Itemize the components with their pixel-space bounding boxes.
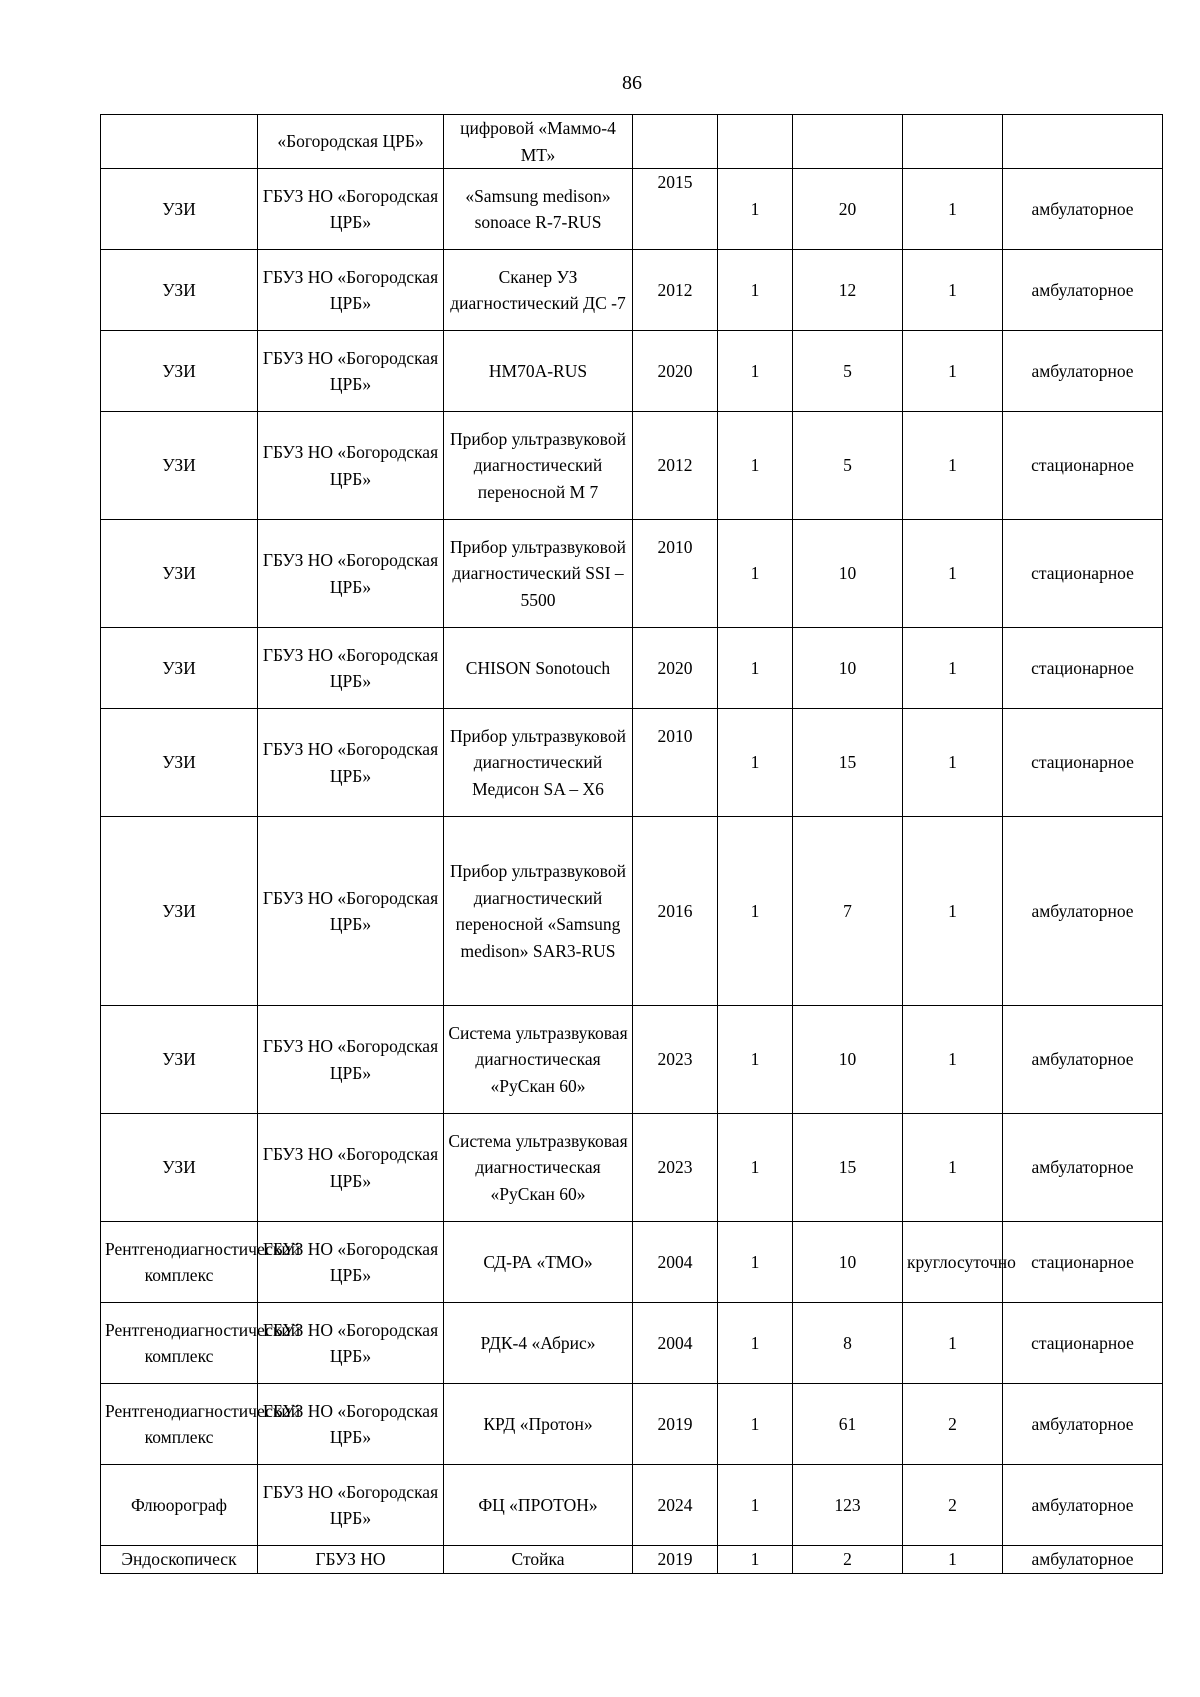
cell-condition: амбулаторное bbox=[1003, 250, 1163, 331]
cell-load: 10 bbox=[793, 520, 903, 628]
cell-condition: амбулаторное bbox=[1003, 1114, 1163, 1222]
cell-condition: стационарное bbox=[1003, 520, 1163, 628]
cell-shifts: 2 bbox=[903, 1465, 1003, 1546]
cell-year: 2020 bbox=[633, 628, 718, 709]
cell-organization: ГБУЗ НО «Богородская ЦРБ» bbox=[258, 169, 444, 250]
cell-quantity: 1 bbox=[718, 331, 793, 412]
cell-model: Прибор ультразвуковой диагностический Медисон SA – X6 bbox=[444, 709, 633, 817]
cell-model: Стойка bbox=[444, 1546, 633, 1574]
cell-quantity: 1 bbox=[718, 1546, 793, 1574]
cell-organization: ГБУЗ НО «Богородская ЦРБ» bbox=[258, 1384, 444, 1465]
cell-year: 2012 bbox=[633, 412, 718, 520]
cell-shifts: 1 bbox=[903, 520, 1003, 628]
cell-condition: амбулаторное bbox=[1003, 1006, 1163, 1114]
cell-shifts bbox=[903, 115, 1003, 169]
cell-equipment-type: УЗИ bbox=[101, 628, 258, 709]
cell-shifts: 1 bbox=[903, 250, 1003, 331]
cell-organization: ГБУЗ НО «Богородская ЦРБ» bbox=[258, 817, 444, 1006]
cell-shifts: 1 bbox=[903, 628, 1003, 709]
cell-load: 123 bbox=[793, 1465, 903, 1546]
table-row bbox=[101, 628, 1163, 709]
cell-condition: стационарное bbox=[1003, 1303, 1163, 1384]
cell-condition: стационарное bbox=[1003, 1222, 1163, 1303]
cell-organization: ГБУЗ НО «Богородская ЦРБ» bbox=[258, 1114, 444, 1222]
cell-quantity: 1 bbox=[718, 1222, 793, 1303]
cell-load: 2 bbox=[793, 1546, 903, 1574]
cell-model: цифровой «Маммо-4 МТ» bbox=[444, 115, 633, 169]
cell-equipment-type: Рентгенодиагностический комплекс bbox=[101, 1303, 258, 1384]
table-row bbox=[101, 1465, 1163, 1546]
cell-model: CHISON Sonotouch bbox=[444, 628, 633, 709]
cell-model: Прибор ультразвуковой диагностический SSI – 5500 bbox=[444, 520, 633, 628]
cell-year: 2010 bbox=[633, 520, 718, 628]
cell-load: 5 bbox=[793, 331, 903, 412]
cell-model: Прибор ультразвуковой диагностический переносной М 7 bbox=[444, 412, 633, 520]
cell-equipment-type: Эндоскопическ bbox=[101, 1546, 258, 1574]
cell-load: 10 bbox=[793, 628, 903, 709]
cell-year: 2012 bbox=[633, 250, 718, 331]
cell-equipment-type: Рентгенодиагностический комплекс bbox=[101, 1222, 258, 1303]
cell-quantity: 1 bbox=[718, 1384, 793, 1465]
cell-equipment-type: УЗИ bbox=[101, 709, 258, 817]
table-row bbox=[101, 709, 1163, 817]
cell-equipment-type bbox=[101, 115, 258, 169]
cell-organization: ГБУЗ НО bbox=[258, 1546, 444, 1574]
table-row bbox=[101, 1303, 1163, 1384]
cell-equipment-type: УЗИ bbox=[101, 1006, 258, 1114]
cell-load: 61 bbox=[793, 1384, 903, 1465]
cell-equipment-type: УЗИ bbox=[101, 169, 258, 250]
cell-equipment-type: УЗИ bbox=[101, 1114, 258, 1222]
cell-year: 2015 bbox=[633, 169, 718, 250]
cell-organization: ГБУЗ НО «Богородская ЦРБ» bbox=[258, 520, 444, 628]
cell-quantity: 1 bbox=[718, 412, 793, 520]
cell-quantity: 1 bbox=[718, 169, 793, 250]
cell-model: СД-РА «ТМО» bbox=[444, 1222, 633, 1303]
cell-quantity: 1 bbox=[718, 1006, 793, 1114]
cell-year: 2024 bbox=[633, 1465, 718, 1546]
table-row bbox=[101, 817, 1163, 1006]
cell-quantity bbox=[718, 115, 793, 169]
cell-year: 2016 bbox=[633, 817, 718, 1006]
table-row bbox=[101, 331, 1163, 412]
cell-quantity: 1 bbox=[718, 709, 793, 817]
cell-quantity: 1 bbox=[718, 250, 793, 331]
cell-year: 2004 bbox=[633, 1303, 718, 1384]
page-number: 86 bbox=[622, 72, 642, 94]
cell-organization: «Богородская ЦРБ» bbox=[258, 115, 444, 169]
cell-organization: ГБУЗ НО «Богородская ЦРБ» bbox=[258, 250, 444, 331]
cell-load: 15 bbox=[793, 709, 903, 817]
table-row bbox=[101, 115, 1163, 169]
cell-load: 15 bbox=[793, 1114, 903, 1222]
cell-condition: амбулаторное bbox=[1003, 169, 1163, 250]
cell-equipment-type: УЗИ bbox=[101, 250, 258, 331]
cell-condition: амбулаторное bbox=[1003, 1546, 1163, 1574]
cell-organization: ГБУЗ НО «Богородская ЦРБ» bbox=[258, 1222, 444, 1303]
cell-shifts: 1 bbox=[903, 331, 1003, 412]
cell-shifts: 1 bbox=[903, 1546, 1003, 1574]
cell-year: 2020 bbox=[633, 331, 718, 412]
cell-model: ФЦ «ПРОТОН» bbox=[444, 1465, 633, 1546]
cell-load: 20 bbox=[793, 169, 903, 250]
table-row bbox=[101, 250, 1163, 331]
cell-organization: ГБУЗ НО «Богородская ЦРБ» bbox=[258, 1006, 444, 1114]
cell-shifts: 1 bbox=[903, 412, 1003, 520]
cell-year bbox=[633, 115, 718, 169]
cell-organization: ГБУЗ НО «Богородская ЦРБ» bbox=[258, 628, 444, 709]
cell-model: Система ультразвуковая диагностическая «РуСкан 60» bbox=[444, 1114, 633, 1222]
cell-model: Система ультразвуковая диагностическая «РуСкан 60» bbox=[444, 1006, 633, 1114]
cell-load: 5 bbox=[793, 412, 903, 520]
table-row bbox=[101, 520, 1163, 628]
cell-condition: стационарное bbox=[1003, 709, 1163, 817]
cell-load: 10 bbox=[793, 1006, 903, 1114]
cell-year: 2019 bbox=[633, 1384, 718, 1465]
cell-year: 2023 bbox=[633, 1006, 718, 1114]
cell-model: КРД «Протон» bbox=[444, 1384, 633, 1465]
cell-year: 2023 bbox=[633, 1114, 718, 1222]
cell-quantity: 1 bbox=[718, 1303, 793, 1384]
cell-condition: амбулаторное bbox=[1003, 817, 1163, 1006]
cell-organization: ГБУЗ НО «Богородская ЦРБ» bbox=[258, 709, 444, 817]
cell-shifts: 1 bbox=[903, 1114, 1003, 1222]
cell-quantity: 1 bbox=[718, 1114, 793, 1222]
cell-condition: стационарное bbox=[1003, 628, 1163, 709]
cell-equipment-type: УЗИ bbox=[101, 331, 258, 412]
cell-equipment-type: Рентгенодиагностический комплекс bbox=[101, 1384, 258, 1465]
cell-condition: стационарное bbox=[1003, 412, 1163, 520]
cell-model: РДК-4 «Абрис» bbox=[444, 1303, 633, 1384]
cell-shifts: круглосуточно bbox=[903, 1222, 1003, 1303]
table-row bbox=[101, 1546, 1163, 1574]
cell-shifts: 2 bbox=[903, 1384, 1003, 1465]
equipment-table bbox=[100, 114, 1163, 1574]
cell-quantity: 1 bbox=[718, 1465, 793, 1546]
cell-year: 2004 bbox=[633, 1222, 718, 1303]
cell-equipment-type: УЗИ bbox=[101, 412, 258, 520]
table-row bbox=[101, 412, 1163, 520]
table-row bbox=[101, 169, 1163, 250]
cell-year: 2019 bbox=[633, 1546, 718, 1574]
cell-organization: ГБУЗ НО «Богородская ЦРБ» bbox=[258, 1303, 444, 1384]
table-row bbox=[101, 1222, 1163, 1303]
cell-quantity: 1 bbox=[718, 520, 793, 628]
cell-condition: амбулаторное bbox=[1003, 1384, 1163, 1465]
table-row bbox=[101, 1384, 1163, 1465]
cell-shifts: 1 bbox=[903, 1303, 1003, 1384]
cell-shifts: 1 bbox=[903, 1006, 1003, 1114]
cell-year: 2010 bbox=[633, 709, 718, 817]
cell-quantity: 1 bbox=[718, 817, 793, 1006]
cell-condition: амбулаторное bbox=[1003, 331, 1163, 412]
cell-equipment-type: Флюорограф bbox=[101, 1465, 258, 1546]
cell-shifts: 1 bbox=[903, 709, 1003, 817]
cell-model: Сканер УЗ диагностический ДС -7 bbox=[444, 250, 633, 331]
cell-organization: ГБУЗ НО «Богородская ЦРБ» bbox=[258, 1465, 444, 1546]
table-row bbox=[101, 1114, 1163, 1222]
cell-shifts: 1 bbox=[903, 817, 1003, 1006]
cell-model: HM70A-RUS bbox=[444, 331, 633, 412]
cell-load: 12 bbox=[793, 250, 903, 331]
cell-load: 10 bbox=[793, 1222, 903, 1303]
cell-organization: ГБУЗ НО «Богородская ЦРБ» bbox=[258, 331, 444, 412]
cell-shifts: 1 bbox=[903, 169, 1003, 250]
cell-model: «Samsung medison» sonoace R-7-RUS bbox=[444, 169, 633, 250]
cell-load bbox=[793, 115, 903, 169]
cell-condition: амбулаторное bbox=[1003, 1465, 1163, 1546]
cell-quantity: 1 bbox=[718, 628, 793, 709]
cell-load: 7 bbox=[793, 817, 903, 1006]
cell-equipment-type: УЗИ bbox=[101, 817, 258, 1006]
cell-load: 8 bbox=[793, 1303, 903, 1384]
cell-model: Прибор ультразвуковой диагностический переносной «Samsung medison» SAR3-RUS bbox=[444, 817, 633, 1006]
table-row bbox=[101, 1006, 1163, 1114]
cell-organization: ГБУЗ НО «Богородская ЦРБ» bbox=[258, 412, 444, 520]
cell-condition bbox=[1003, 115, 1163, 169]
cell-equipment-type: УЗИ bbox=[101, 520, 258, 628]
